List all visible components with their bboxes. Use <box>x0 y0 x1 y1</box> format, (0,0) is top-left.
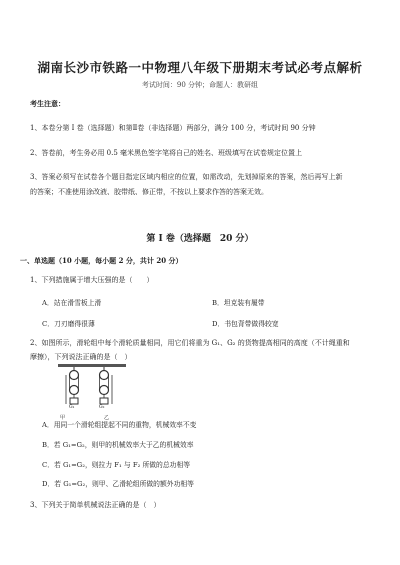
weight-block <box>70 398 78 404</box>
section-title: 第 I 卷（选择题 20 分） <box>146 234 254 244</box>
question-1-stem: 1、下列措施属于增大压强的是（ ） <box>30 276 154 284</box>
notice-item: 3、答案必须写在试卷各个题目指定区域内相应的位置，如需改动，先划掉原来的答案，然后再写上新 <box>30 173 343 181</box>
fixed-pulley <box>100 371 109 380</box>
question-2-stem: 2、如图所示，滑轮组中每个滑轮质量相同，用它们将重为 G₁、G₂ 的货物提高相同的高度（不计绳重和 <box>30 339 350 347</box>
question-3-stem: 3、下列关于简单机械说法正确的是（ ） <box>30 501 161 509</box>
figure-weight-label: G₁ <box>69 405 75 410</box>
question-1-option-a: A．站在滑雪板上滑 <box>42 299 102 307</box>
exam-meta: 考试时间：90 分钟；命题人：教研组 <box>141 81 259 89</box>
notice-item: 1、本卷分第 I 卷（选择题）和第Ⅱ卷（非选择题）两部分，满分 100 分，考试时间 90 分钟 <box>30 124 316 132</box>
question-2-option-c: C．若 G₁=G₂，则拉力 F₁ 与 F₂ 所做的总功相等 <box>42 461 191 469</box>
weight-block <box>100 398 108 404</box>
question-2-option-d: D．若 G₁=G₂，则甲、乙滑轮组所做的额外功相等 <box>42 480 194 488</box>
question-2-option-b: B．若 G₁=G₂，则甲的机械效率大于乙的机械效率 <box>42 441 194 449</box>
fixed-pulley <box>70 371 79 380</box>
question-1-option-b: B．坦克装有履带 <box>212 299 265 307</box>
ceiling-beam <box>58 364 126 367</box>
question-2-stem: 摩擦），下列说法正确的是（ ） <box>30 353 132 361</box>
figure-label-right: 乙 <box>104 415 110 421</box>
notice-item: 2、答卷前，考生务必用 0.5 毫米黑色签字笔将自己的姓名、班级填写在试卷规定位置上 <box>30 149 303 157</box>
question-1-option-d: D．书包背带做得较宽 <box>212 320 279 328</box>
question-2-option-a: A．用同一个滑轮组提起不同的重物，机械效率不变 <box>42 421 197 429</box>
figure-label-left: 甲 <box>60 415 66 421</box>
movable-pulley <box>70 386 79 395</box>
notice-heading: 考生注意： <box>30 99 65 108</box>
figure-weight-label: G₂ <box>99 405 105 410</box>
movable-pulley <box>100 386 109 395</box>
part-heading: 一、单选题（10 小题，每小题 2 分，共计 20 分） <box>20 256 183 265</box>
page-title: 湖南长沙市铁路一中物理八年级下册期末考试必考点解析 <box>37 60 363 75</box>
notice-item: 的答案；不准使用涂改液、胶带纸、修正带，不按以上要求作答的答案无效。 <box>30 188 268 196</box>
question-1-option-c: C．刀刃磨得很薄 <box>42 320 95 328</box>
